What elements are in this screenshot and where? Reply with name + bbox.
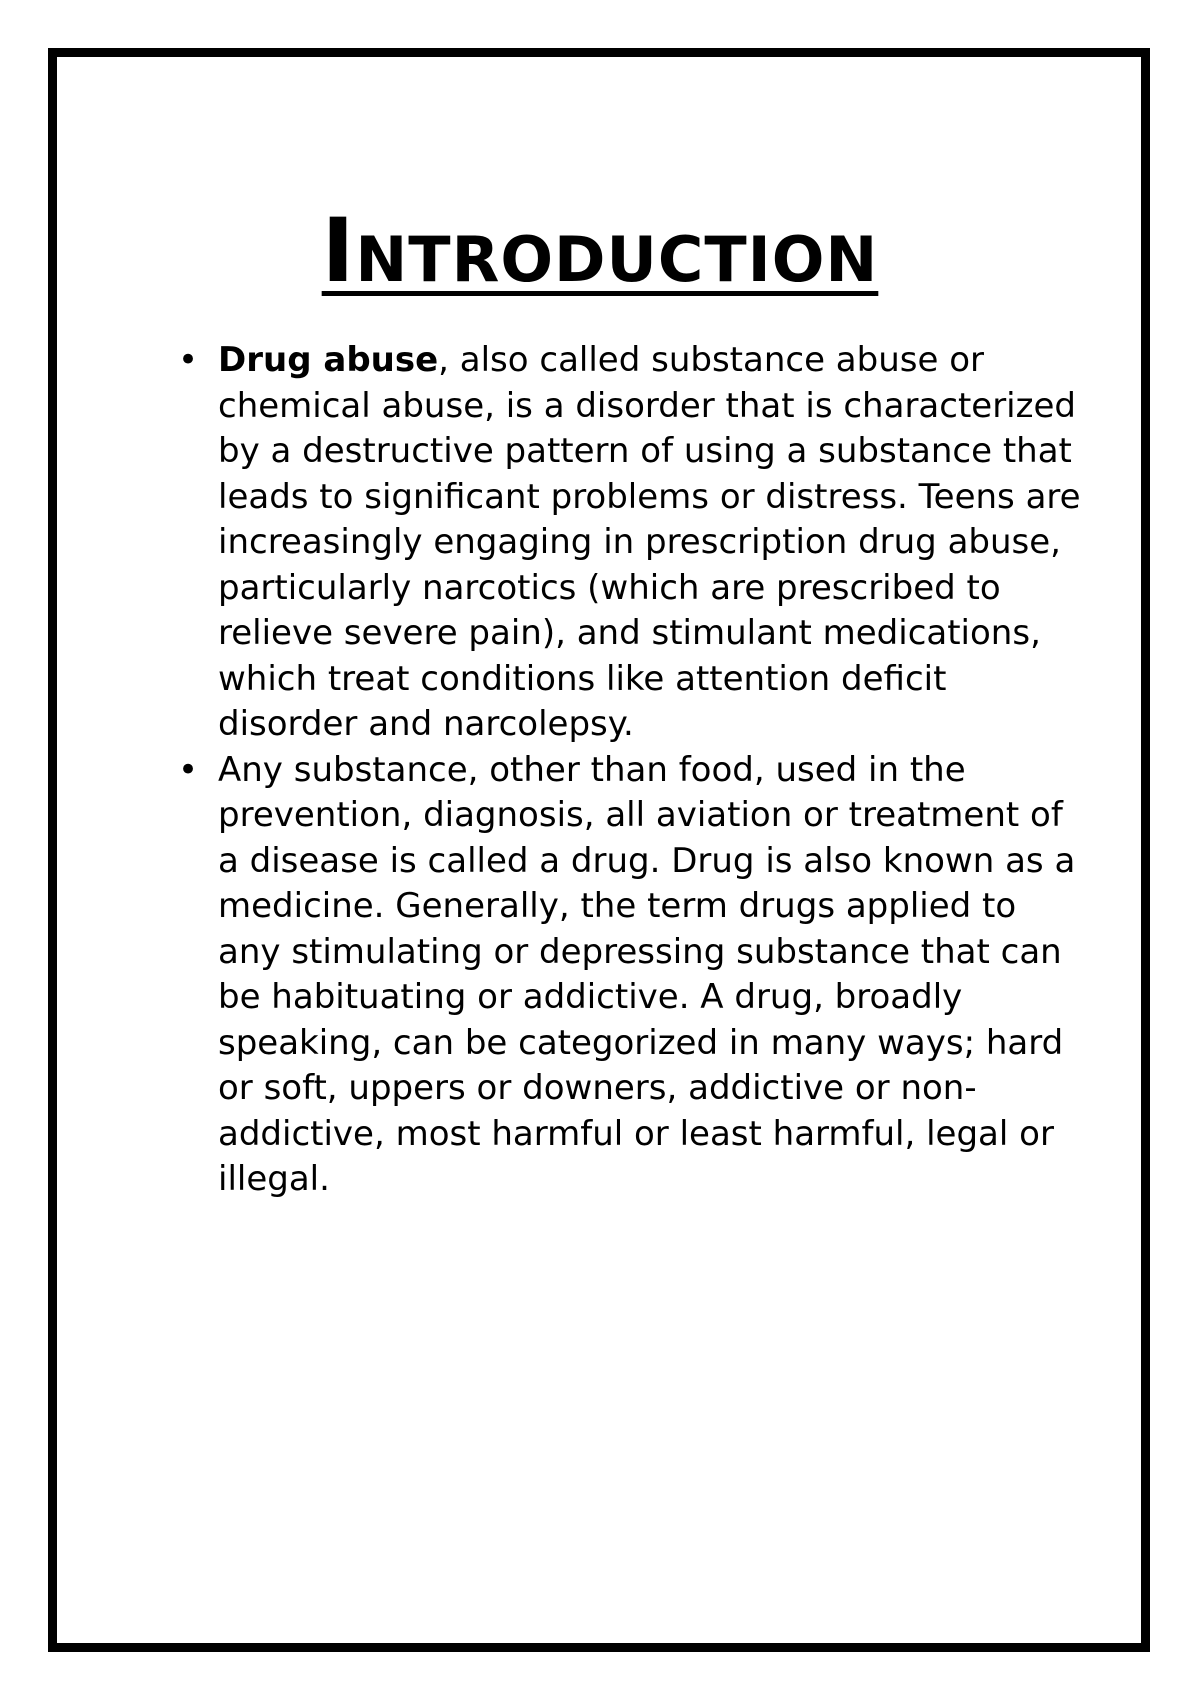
bullet-list [178, 338, 1088, 1203]
bullet-item-drug-abuse [178, 338, 1088, 748]
bold-term: Drug abuse [218, 340, 439, 380]
bullet-text: , also called substance abuse or chemical abuse, is a disorder that is characterized by a destructive pattern of using a substance that leads to significant problems or distress. Teens are increasingly engaging in prescription drug abuse, particularly narcotics (which are prescribed to relieve severe pain), and stimulant medications, which treat conditions like attention deficit disorder and narcolepsy. [218, 340, 1081, 744]
bullet-item-drug-definition [178, 748, 1088, 1203]
bullet-icon: • [178, 340, 199, 380]
page-title: Introduction [321, 198, 879, 302]
bullet-icon: • [178, 749, 199, 790]
bullet-text: Any substance, other than food, used in the prevention, diagnosis, all aviation or treatment of a disease is called a drug. Drug is also known as a medicine. Generally, the term drugs applied to any stimulating or depressing substance that can be habituating or addictive. A drug, broadly speaking, can be categorized in many ways; hard or soft, uppers or downers, addictive or non-addictive, most harmful or least harmful, legal or illegal. [218, 749, 1076, 1199]
